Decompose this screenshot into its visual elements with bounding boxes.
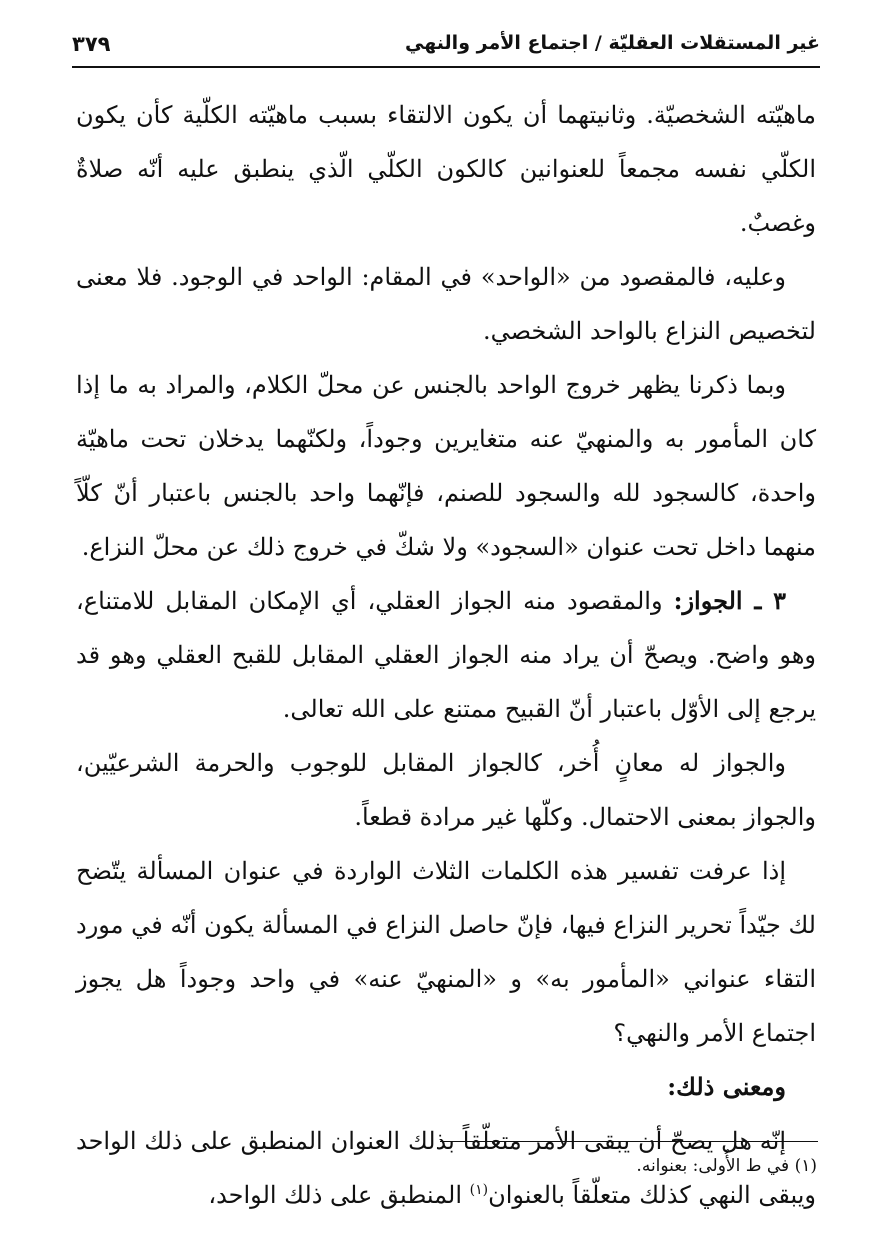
paragraph-2 <box>76 250 816 358</box>
paragraph-text: إنّه هل يصحّ أن يبقى الأمر متعلّقاً بذلك العنوان المنطبق على ذلك الواحد ويبقى النهي كذلك متعلّقاً بالعنوان <box>76 1127 816 1209</box>
paragraph-1 <box>76 88 816 250</box>
paragraph-7 <box>76 1060 816 1114</box>
running-title: غير المستقلات العقليّة / اجتماع الأمر والنهي <box>405 32 820 54</box>
paragraph-text: إذا عرفت تفسير هذه الكلمات الثلاث الواردة في عنوان المسألة يتّضح لك جيّداً تحرير النزاع فيها، فإنّ حاصل النزاع في المسألة يكون أنّه في مورد التقاء عنواني «المأمور به» و «المنهيّ عنه» في واحد وجوداً هل يجوز اجتماع الأمر والنهي؟ <box>76 857 816 1047</box>
paragraph-text: وبما ذكرنا يظهر خروج الواحد بالجنس عن محلّ الكلام، والمراد به ما إذا كان المأمور به والمنهيّ عنه متغايرين وجوداً، ولكنّهما يدخلان تحت ماهيّة واحدة، كالسجود لله والسجود للصنم، فإنّهما واحد بالجنس باعتبار أنّ كلّاً منهما داخل تحت عنوان «السجود» ولا شكّ في خروج ذلك عن محلّ النزاع. <box>76 371 816 561</box>
paragraph-3 <box>76 358 816 574</box>
footnote-rule <box>440 1141 818 1142</box>
paragraph-text: وعليه، فالمقصود من «الواحد» في المقام: الواحد في الوجود. فلا معنى لتخصيص النزاع بالواحد الشخصي. <box>76 263 816 345</box>
footnote-reference[interactable]: (١) <box>469 1182 489 1198</box>
paragraph-text: ماهيّته الشخصيّة. وثانيتهما أن يكون الالتقاء بسبب ماهيّته الكلّية كأن يكون الكلّي نفسه مجمعاً للعنوانين كالكون الكلّي الّذي ينطبق عليه أنّه صلاةٌ وغصبٌ. <box>76 101 816 237</box>
subheading: ومعنى ذلك: <box>667 1072 786 1101</box>
paragraph-text: والجواز له معانٍ أُخر، كالجواز المقابل للوجوب والحرمة الشرعيّين، والجواز بمعنى الاحتمال. وكلّها غير مرادة قطعاً. <box>76 749 816 831</box>
page-header <box>72 30 820 70</box>
section-heading: ٣ ـ الجواز: <box>673 586 786 615</box>
main-text <box>76 88 816 1222</box>
footnote: (١) في ط الأُولى: بعنوانه. <box>636 1156 817 1176</box>
paragraph-5 <box>76 736 816 844</box>
paragraph-text-tail: المنطبق على ذلك الواحد، <box>208 1181 470 1209</box>
page-number: ٣٧٩ <box>72 32 111 56</box>
header-rule <box>72 66 820 68</box>
paragraph-6 <box>76 844 816 1060</box>
paragraph-4 <box>76 574 816 736</box>
paragraph-text: والمقصود منه الجواز العقلي، أي الإمكان المقابل للامتناع، وهو واضح. ويصحّ أن يراد منه الجواز العقلي المقابل للقبح العقلي وهو قد يرجع إلى الأوّل باعتبار أنّ القبيح ممتنع على الله تعالى. <box>76 587 816 723</box>
